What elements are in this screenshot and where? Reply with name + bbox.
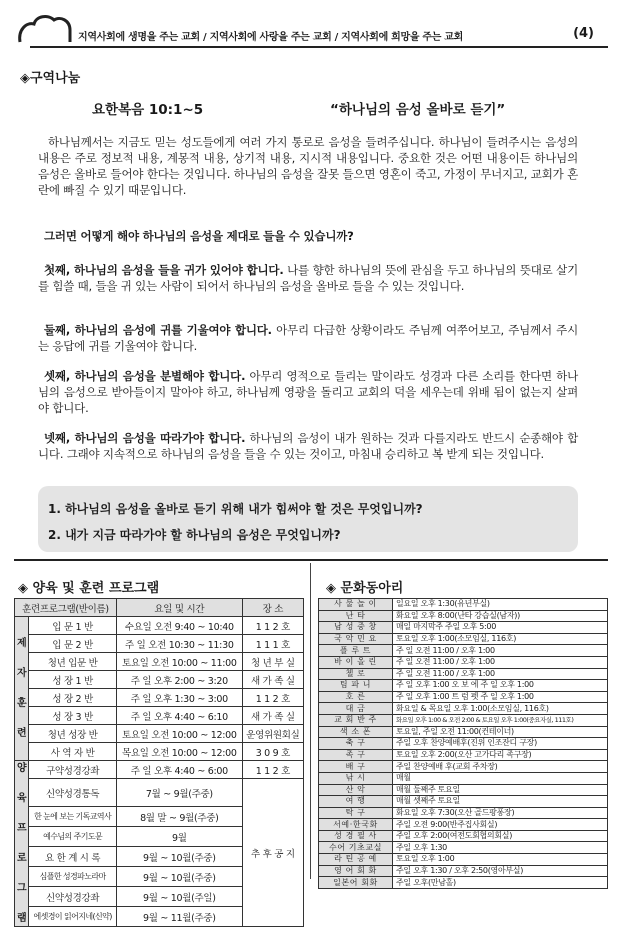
club-name: 첼 로	[319, 668, 393, 680]
table-row	[319, 842, 608, 854]
table-row	[319, 633, 608, 645]
program-time: 수요일 오전 9:40 ~ 10:40	[116, 617, 242, 635]
table-row	[15, 725, 304, 743]
program-name: 입 문 2 반	[29, 635, 117, 653]
table-row	[319, 703, 608, 715]
program-name: 입 문 1 반	[29, 617, 117, 635]
club-schedule: 토요일, 주일 오전 11:00(컨테이너)	[393, 726, 608, 738]
club-name: 사 물 놀 이	[319, 599, 393, 611]
table-row	[319, 749, 608, 761]
club-schedule: 주 일 오전 11:00 / 오후 1:00	[393, 645, 608, 657]
section-divider	[14, 559, 608, 561]
table-row	[319, 761, 608, 773]
club-schedule: 토요일 오후 1:00	[393, 854, 608, 866]
club-name: 축 구	[319, 738, 393, 750]
club-schedule: 화요일 & 목요일 오후 1:00(소모임실, 116호)	[393, 703, 608, 715]
program-name: 청년 입문 반	[29, 653, 117, 671]
club-schedule: 주일 오후 1:30 / 오후 2:50(영아부실)	[393, 865, 608, 877]
club-name: 탁 구	[319, 807, 393, 819]
club-schedule: 주일 오전 9:00(반주집사회실)	[393, 819, 608, 831]
program-time: 주 일 오후 2:00 ~ 3:20	[116, 671, 242, 689]
program-time: 9월	[116, 827, 242, 847]
table-row	[319, 680, 608, 692]
scripture-reference: 요한복음 10:1~5	[92, 102, 204, 118]
table-row	[15, 779, 304, 807]
club-name: 플 루 트	[319, 645, 393, 657]
table-row	[319, 656, 608, 668]
club-name: 팀 파 니	[319, 680, 393, 692]
point-4	[38, 430, 578, 462]
club-schedule: 화요일 오후 1:00 & 오전 2:00 & 토요일 오후 1:00(중요자실, 111호)	[393, 714, 608, 726]
discussion-box	[38, 486, 578, 552]
program-name: 청년 성장 반	[29, 725, 117, 743]
point-3-text: 아무리 영적으로 들리는 말이라도 성경과 다른 소리를 한다면 하나님의 음성으로 받아들이지 말아야 하고, 하나님께 영광을 돌리고 교회의 덕을 세우는데 위배 됨이 없는지 살펴야 합니다.	[38, 369, 578, 415]
program-name: 심플한 성경파노라마	[29, 867, 117, 887]
program-name: 구약성경강좌	[29, 761, 117, 779]
program-place: 청 년 부 실	[242, 653, 303, 671]
program-time: 목요일 오전 10:00 ~ 12:00	[116, 743, 242, 761]
club-schedule: 주 일 오전 11:00 / 오후 1:00	[393, 668, 608, 680]
table-row	[319, 714, 608, 726]
club-schedule: 주일 오후 찬양예배후(진위 인조잔디 구장)	[393, 738, 608, 750]
club-schedule: 토요일 오후 1:00(소모임실, 116호)	[393, 633, 608, 645]
club-schedule: 매월 둘째주 토요일	[393, 784, 608, 796]
club-schedule: 주 일 오후 1:00 오 보 에 주 일 오후 1:00	[393, 680, 608, 692]
discipleship-category: 제 자 훈 련	[15, 617, 29, 761]
schedule-notice: 추 후 공 지	[242, 779, 303, 927]
program-time: 토요일 오전 10:00 ~ 11:00	[116, 653, 242, 671]
sermon-title: “하나님의 음성 올바로 듣기”	[330, 102, 506, 118]
club-name: 바 이 올 린	[319, 656, 393, 668]
training-table	[14, 598, 304, 927]
club-schedule: 주일 찬양예배 후(교회 주차장)	[393, 761, 608, 773]
point-1-heading: 첫째, 하나님의 음성을 들을 귀가 있어야 합니다.	[44, 263, 284, 277]
table-row	[319, 830, 608, 842]
club-name: 배 구	[319, 761, 393, 773]
club-name: 족 구	[319, 749, 393, 761]
club-schedule: 매월	[393, 772, 608, 784]
program-time: 주 일 오후 4:40 ~ 6:10	[116, 707, 242, 725]
club-name: 국 악 민 요	[319, 633, 393, 645]
header-divider	[30, 46, 608, 48]
club-schedule: 주일 오후(만남홀)	[393, 877, 608, 889]
club-name: 대 금	[319, 703, 393, 715]
table-row	[15, 761, 304, 779]
table-row	[15, 689, 304, 707]
training-header-row	[15, 599, 304, 617]
program-time: 9월 ~ 10월(주중)	[116, 867, 242, 887]
training-header-time: 요일 및 시간	[116, 599, 242, 617]
club-schedule: 일요일 오후 1:30(유년부실)	[393, 599, 608, 611]
program-name: 성 장 2 반	[29, 689, 117, 707]
club-name: 남 성 중 창	[319, 622, 393, 634]
clubs-title: ◈ 문화동아리	[326, 581, 404, 596]
table-row	[319, 599, 608, 611]
program-time: 주 일 오후 4:40 ~ 6:00	[116, 761, 242, 779]
table-row	[15, 653, 304, 671]
program-place: 새 가 족 실	[242, 707, 303, 725]
club-schedule: 주 일 오후 1:00 트 럼 펫 주 일 오후 1:00	[393, 691, 608, 703]
program-name: 성 장 3 반	[29, 707, 117, 725]
clubs-table	[318, 598, 608, 889]
group-section-title: ◈구역나눔	[20, 71, 81, 86]
table-row	[319, 807, 608, 819]
club-schedule: 토요일 오후 2:00(오산 고가다리 족구장)	[393, 749, 608, 761]
program-time: 9월 ~ 10월(주중)	[116, 847, 242, 867]
program-time: 8월 말 ~ 9월(주중)	[116, 807, 242, 827]
club-name: 서예·한국화	[319, 819, 393, 831]
point-3-heading: 셋째, 하나님의 음성을 분별해야 합니다.	[44, 369, 246, 383]
nurture-category: 양 육 프 로 그 램	[15, 761, 29, 927]
page-header	[0, 0, 622, 50]
club-schedule: 주 일 오전 11:00 / 오후 1:00	[393, 656, 608, 668]
table-row	[319, 610, 608, 622]
table-row	[319, 691, 608, 703]
point-4-heading: 넷째, 하나님의 음성을 따라가야 합니다.	[44, 431, 246, 445]
program-name: 신약성경통독	[29, 779, 117, 807]
program-place: 1 1 2 호	[242, 689, 303, 707]
program-place: 새 가 족 실	[242, 671, 303, 689]
program-name: 한 눈에 보는 기독교역사	[29, 807, 117, 827]
program-place: 1 1 2 호	[242, 761, 303, 779]
table-row	[319, 668, 608, 680]
club-name: 호 른	[319, 691, 393, 703]
cloud-icon	[16, 12, 74, 44]
discussion-question-1: 1. 하나님의 음성을 올바로 듣기 위해 내가 힘써야 할 것은 무엇입니까?	[48, 502, 423, 516]
club-schedule: 매일 마지막주 주일 오후 5:00	[393, 622, 608, 634]
club-schedule: 주일 오후 2:00(여전도회협의회실)	[393, 830, 608, 842]
program-name: 사 역 자 반	[29, 743, 117, 761]
club-name: 라 틴 공 예	[319, 854, 393, 866]
program-name: 에셋경이 읽어지네(신약)	[29, 907, 117, 927]
program-name: 성 장 1 반	[29, 671, 117, 689]
club-name: 교 회 반 주	[319, 714, 393, 726]
table-row	[15, 617, 304, 635]
point-3	[38, 368, 578, 416]
point-2-heading: 둘째, 하나님의 음성에 귀를 기울여야 합니다.	[44, 323, 272, 337]
table-row	[319, 726, 608, 738]
training-title: ◈ 양육 및 훈련 프로그램	[18, 581, 160, 596]
program-time: 주 일 오후 1:30 ~ 3:00	[116, 689, 242, 707]
discussion-question-2: 2. 내가 지금 따라가야 할 하나님의 음성은 무엇입니까?	[48, 528, 341, 542]
point-4-text: 하나님의 음성이 내가 원하는 것과 다를지라도 반드시 순종해야 합니다. 그래야 지속적으로 하나님의 음성을 들을 수 있는 것이고, 마침내 승리하고 복 받게 되는 것입니다.	[38, 431, 578, 461]
program-name: 요 한 계 시 록	[29, 847, 117, 867]
table-row	[319, 738, 608, 750]
program-time: 9월 ~ 11월(주중)	[116, 907, 242, 927]
program-time: 토요일 오전 10:00 ~ 12:00	[116, 725, 242, 743]
table-row	[319, 819, 608, 831]
table-row	[319, 622, 608, 634]
club-name: 낚 시	[319, 772, 393, 784]
header-motto: 지역사회에 생명을 주는 교회 / 지역사회에 사랑을 주는 교회 / 지역사회에 희망을 주는 교회	[78, 32, 464, 43]
club-name: 수어 기초교실	[319, 842, 393, 854]
table-row	[15, 707, 304, 725]
table-row	[15, 671, 304, 689]
table-row	[319, 854, 608, 866]
table-row	[319, 772, 608, 784]
club-schedule: 화요일 오후 8:00(난타 강습실(남자))	[393, 610, 608, 622]
club-name: 난 타	[319, 610, 393, 622]
program-time: 7월 ~ 9월(주중)	[116, 779, 242, 807]
point-2	[38, 322, 578, 354]
point-1	[38, 262, 578, 294]
table-row	[319, 645, 608, 657]
table-row	[15, 743, 304, 761]
club-name: 영 어 회 화	[319, 865, 393, 877]
table-row	[319, 865, 608, 877]
program-place: 1 1 2 호	[242, 617, 303, 635]
point-1-text: 나를 향한 하나님의 뜻에 관심을 두고 하나님의 뜻대로 살기를 힘쓸 때, 들을 귀 있는 사람이 되어서 하나님의 음성을 올바로 들을 수 있는 것입니다.	[38, 263, 578, 293]
club-name: 성 경 필 사	[319, 830, 393, 842]
club-schedule: 매월 셋째주 토요일	[393, 796, 608, 808]
table-row	[319, 784, 608, 796]
main-question: 그러면 어떻게 해야 하나님의 음성을 제대로 들을 수 있습니까?	[44, 229, 354, 243]
table-row	[319, 796, 608, 808]
club-name: 일본어 회화	[319, 877, 393, 889]
program-time: 주 일 오전 10:30 ~ 11:30	[116, 635, 242, 653]
club-name: 여 행	[319, 796, 393, 808]
program-place: 운영위원회실	[242, 725, 303, 743]
training-header-place: 장 소	[242, 599, 303, 617]
program-time: 9월 ~ 10월(주일)	[116, 887, 242, 907]
program-name: 신약성경강좌	[29, 887, 117, 907]
program-name: 예수님의 주기도문	[29, 827, 117, 847]
training-header-program: 훈련프로그램(반이름)	[15, 599, 117, 617]
table-row	[319, 877, 608, 889]
program-place: 1 1 1 호	[242, 635, 303, 653]
page-number: (4)	[573, 26, 594, 41]
club-schedule: 화요일 오후 7:30(오산 골드팡퐁장)	[393, 807, 608, 819]
club-name: 산 악	[319, 784, 393, 796]
point-2-text: 아무리 다급한 상황이라도 주님께 여쭈어보고, 주님께서 주시는 응답에 귀를 기울여야 합니다.	[38, 323, 578, 353]
intro-paragraph: 하나님께서는 지금도 믿는 성도들에게 여러 가지 통로로 음성을 들려주십니다. 하나님이 들려주시는 음성의 내용은 주로 정보적 내용, 계몽적 내용, 상기적 내용, 지시적 내용입니다. 중요한 것은 어떤 내용이든 하나님의 음성은 올바로 들어야 한다는 것입니다. 하나님의 음성을 잘못 들으면 영혼이 죽고, 가정이 무너지고, 교회가 혼란에 빠질 수 있기 때문입니다.	[38, 135, 578, 197]
program-place: 3 0 9 호	[242, 743, 303, 761]
column-divider	[310, 563, 311, 879]
club-schedule: 주일 오후 1:30	[393, 842, 608, 854]
club-name: 색 소 폰	[319, 726, 393, 738]
table-row	[15, 635, 304, 653]
